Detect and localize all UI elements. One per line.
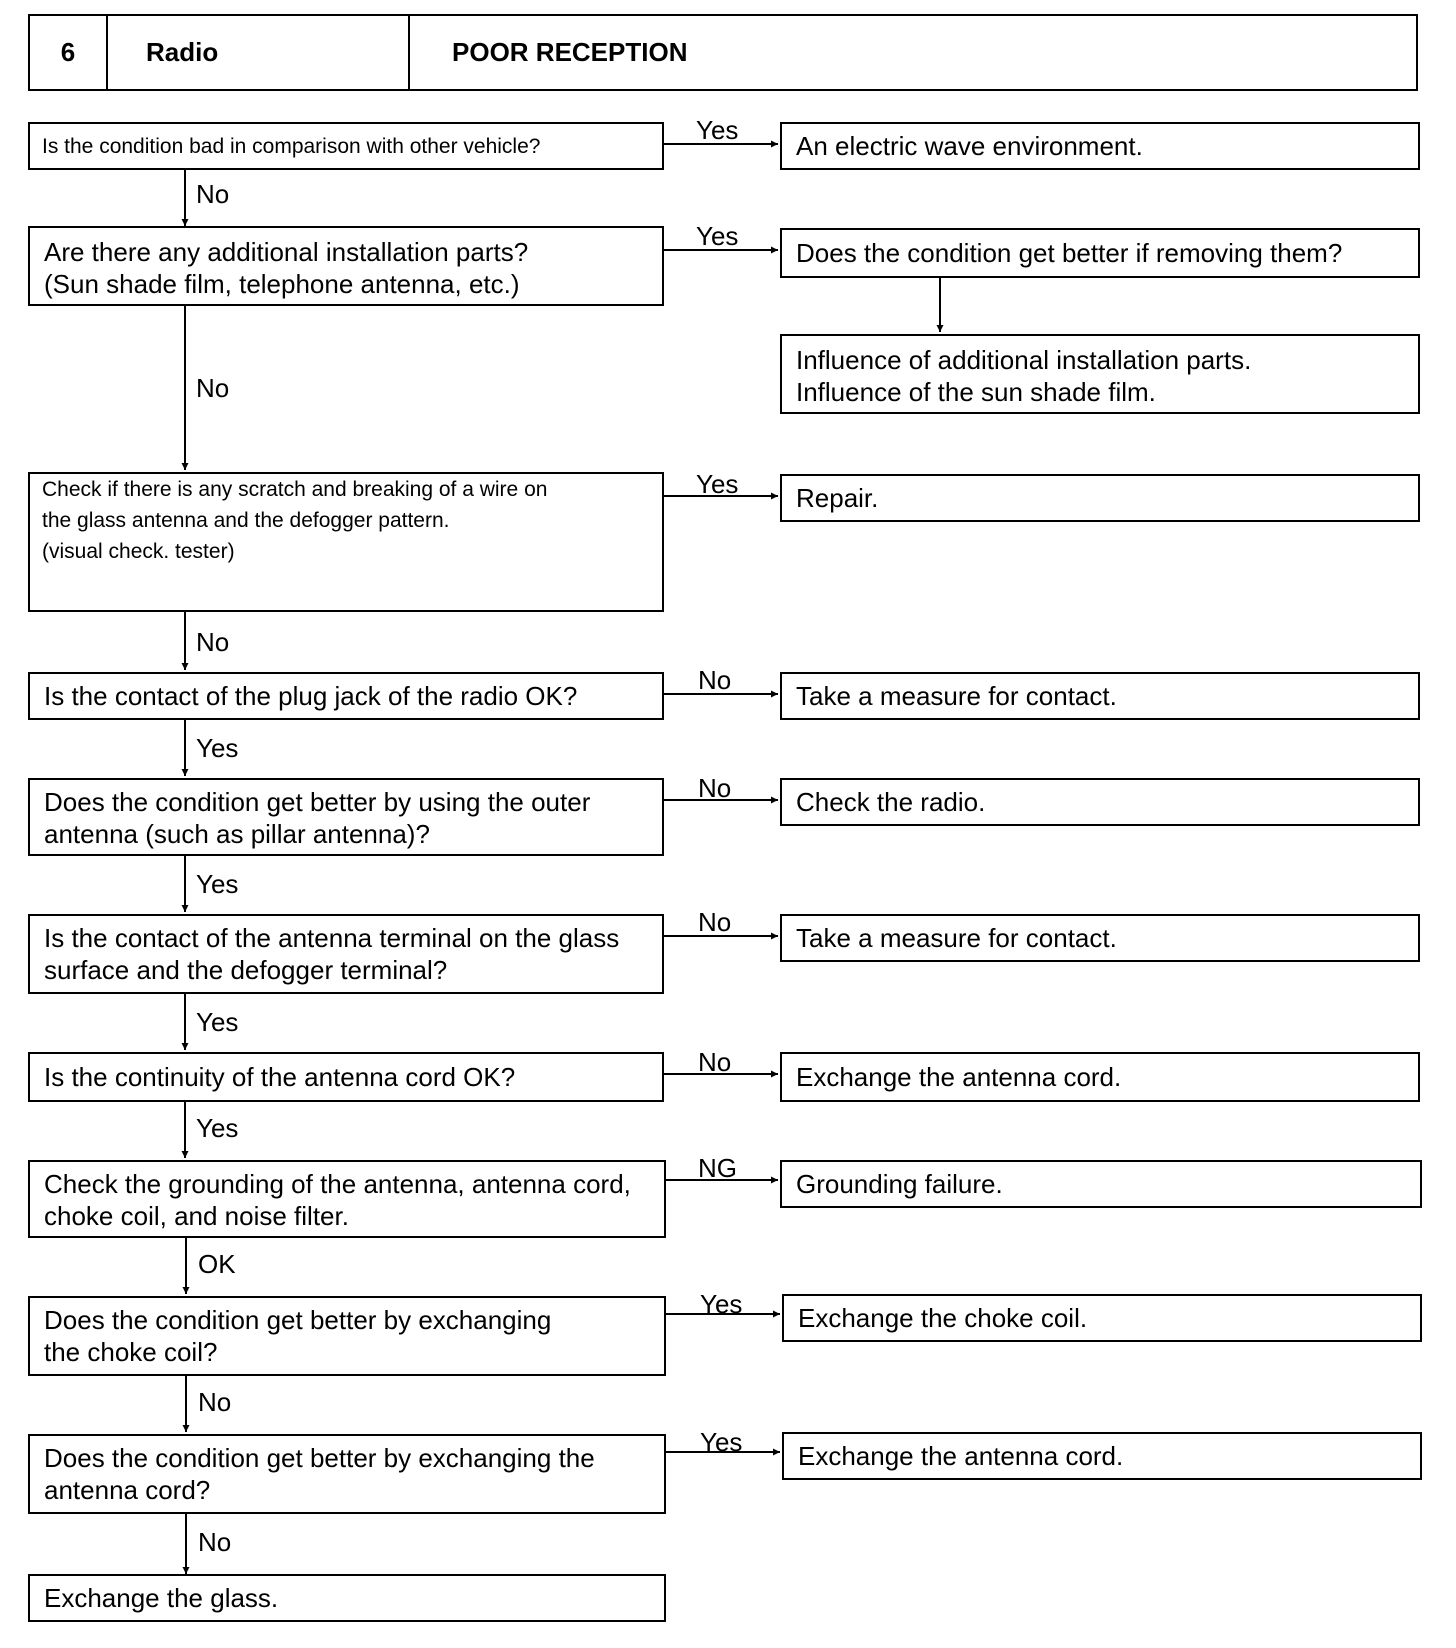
result-box-5: Check the radio. (780, 778, 1420, 826)
question-box-8: Check the grounding of the antenna, antenna cord, choke coil, and noise filter. (28, 1160, 666, 1238)
branch-label-3: Yes (696, 469, 739, 499)
next-label-6: Yes (196, 1007, 239, 1037)
next-label-5: Yes (196, 869, 239, 899)
result-box-3: Repair. (780, 474, 1420, 522)
result-box-2: Does the condition get better if removing them? (780, 228, 1420, 278)
result-box-1: An electric wave environment. (780, 122, 1420, 170)
question-box-1: Is the condition bad in comparison with other vehicle? (28, 122, 664, 170)
question-box-4: Is the contact of the plug jack of the radio OK? (28, 672, 664, 720)
section-number: 6 (30, 16, 108, 89)
question-box-6: Is the contact of the antenna terminal on the glass surface and the defogger terminal? (28, 914, 664, 994)
question-box-3: Check if there is any scratch and breaking of a wire on the glass antenna and the defogger pattern. (visual check. tester) (28, 472, 664, 612)
next-label-2: No (196, 373, 230, 403)
branch-label-1: Yes (696, 115, 739, 145)
branch-label-10: Yes (700, 1427, 743, 1457)
result-box-8: Grounding failure. (780, 1160, 1422, 1208)
page-title: POOR RECEPTION (452, 37, 688, 67)
branch-label-6: No (698, 907, 732, 937)
result-box-4: Take a measure for contact. (780, 672, 1420, 720)
next-label-4: Yes (196, 733, 239, 763)
section-name: Radio (108, 16, 410, 89)
question-box-10: Does the condition get better by exchanging the antenna cord? (28, 1434, 666, 1514)
question-box-5: Does the condition get better by using the outer antenna (such as pillar antenna)? (28, 778, 664, 856)
result-box-10: Exchange the antenna cord. (782, 1432, 1422, 1480)
branch-label-7: No (698, 1047, 732, 1077)
next-label-3: No (196, 627, 230, 657)
next-label-7: Yes (196, 1113, 239, 1143)
question-box-9: Does the condition get better by exchanging the choke coil? (28, 1296, 666, 1376)
result-box-2b: Influence of additional installation parts. Influence of the sun shade film. (780, 334, 1420, 414)
final-box: Exchange the glass. (28, 1574, 666, 1622)
branch-label-9: Yes (700, 1289, 743, 1319)
branch-label-4: No (698, 665, 732, 695)
next-label-9: No (198, 1387, 232, 1417)
result-box-9: Exchange the choke coil. (782, 1294, 1422, 1342)
next-label-10: No (198, 1527, 232, 1557)
result-box-6: Take a measure for contact. (780, 914, 1420, 962)
next-label-1: No (196, 179, 230, 209)
result-box-7: Exchange the antenna cord. (780, 1052, 1420, 1102)
next-label-8: OK (198, 1249, 236, 1279)
branch-label-5: No (698, 773, 732, 803)
branch-label-2: Yes (696, 221, 739, 251)
branch-label-8: NG (698, 1153, 737, 1183)
question-box-7: Is the continuity of the antenna cord OK? (28, 1052, 664, 1102)
question-box-2: Are there any additional installation parts? (Sun shade film, telephone antenna, etc.) (28, 226, 664, 306)
